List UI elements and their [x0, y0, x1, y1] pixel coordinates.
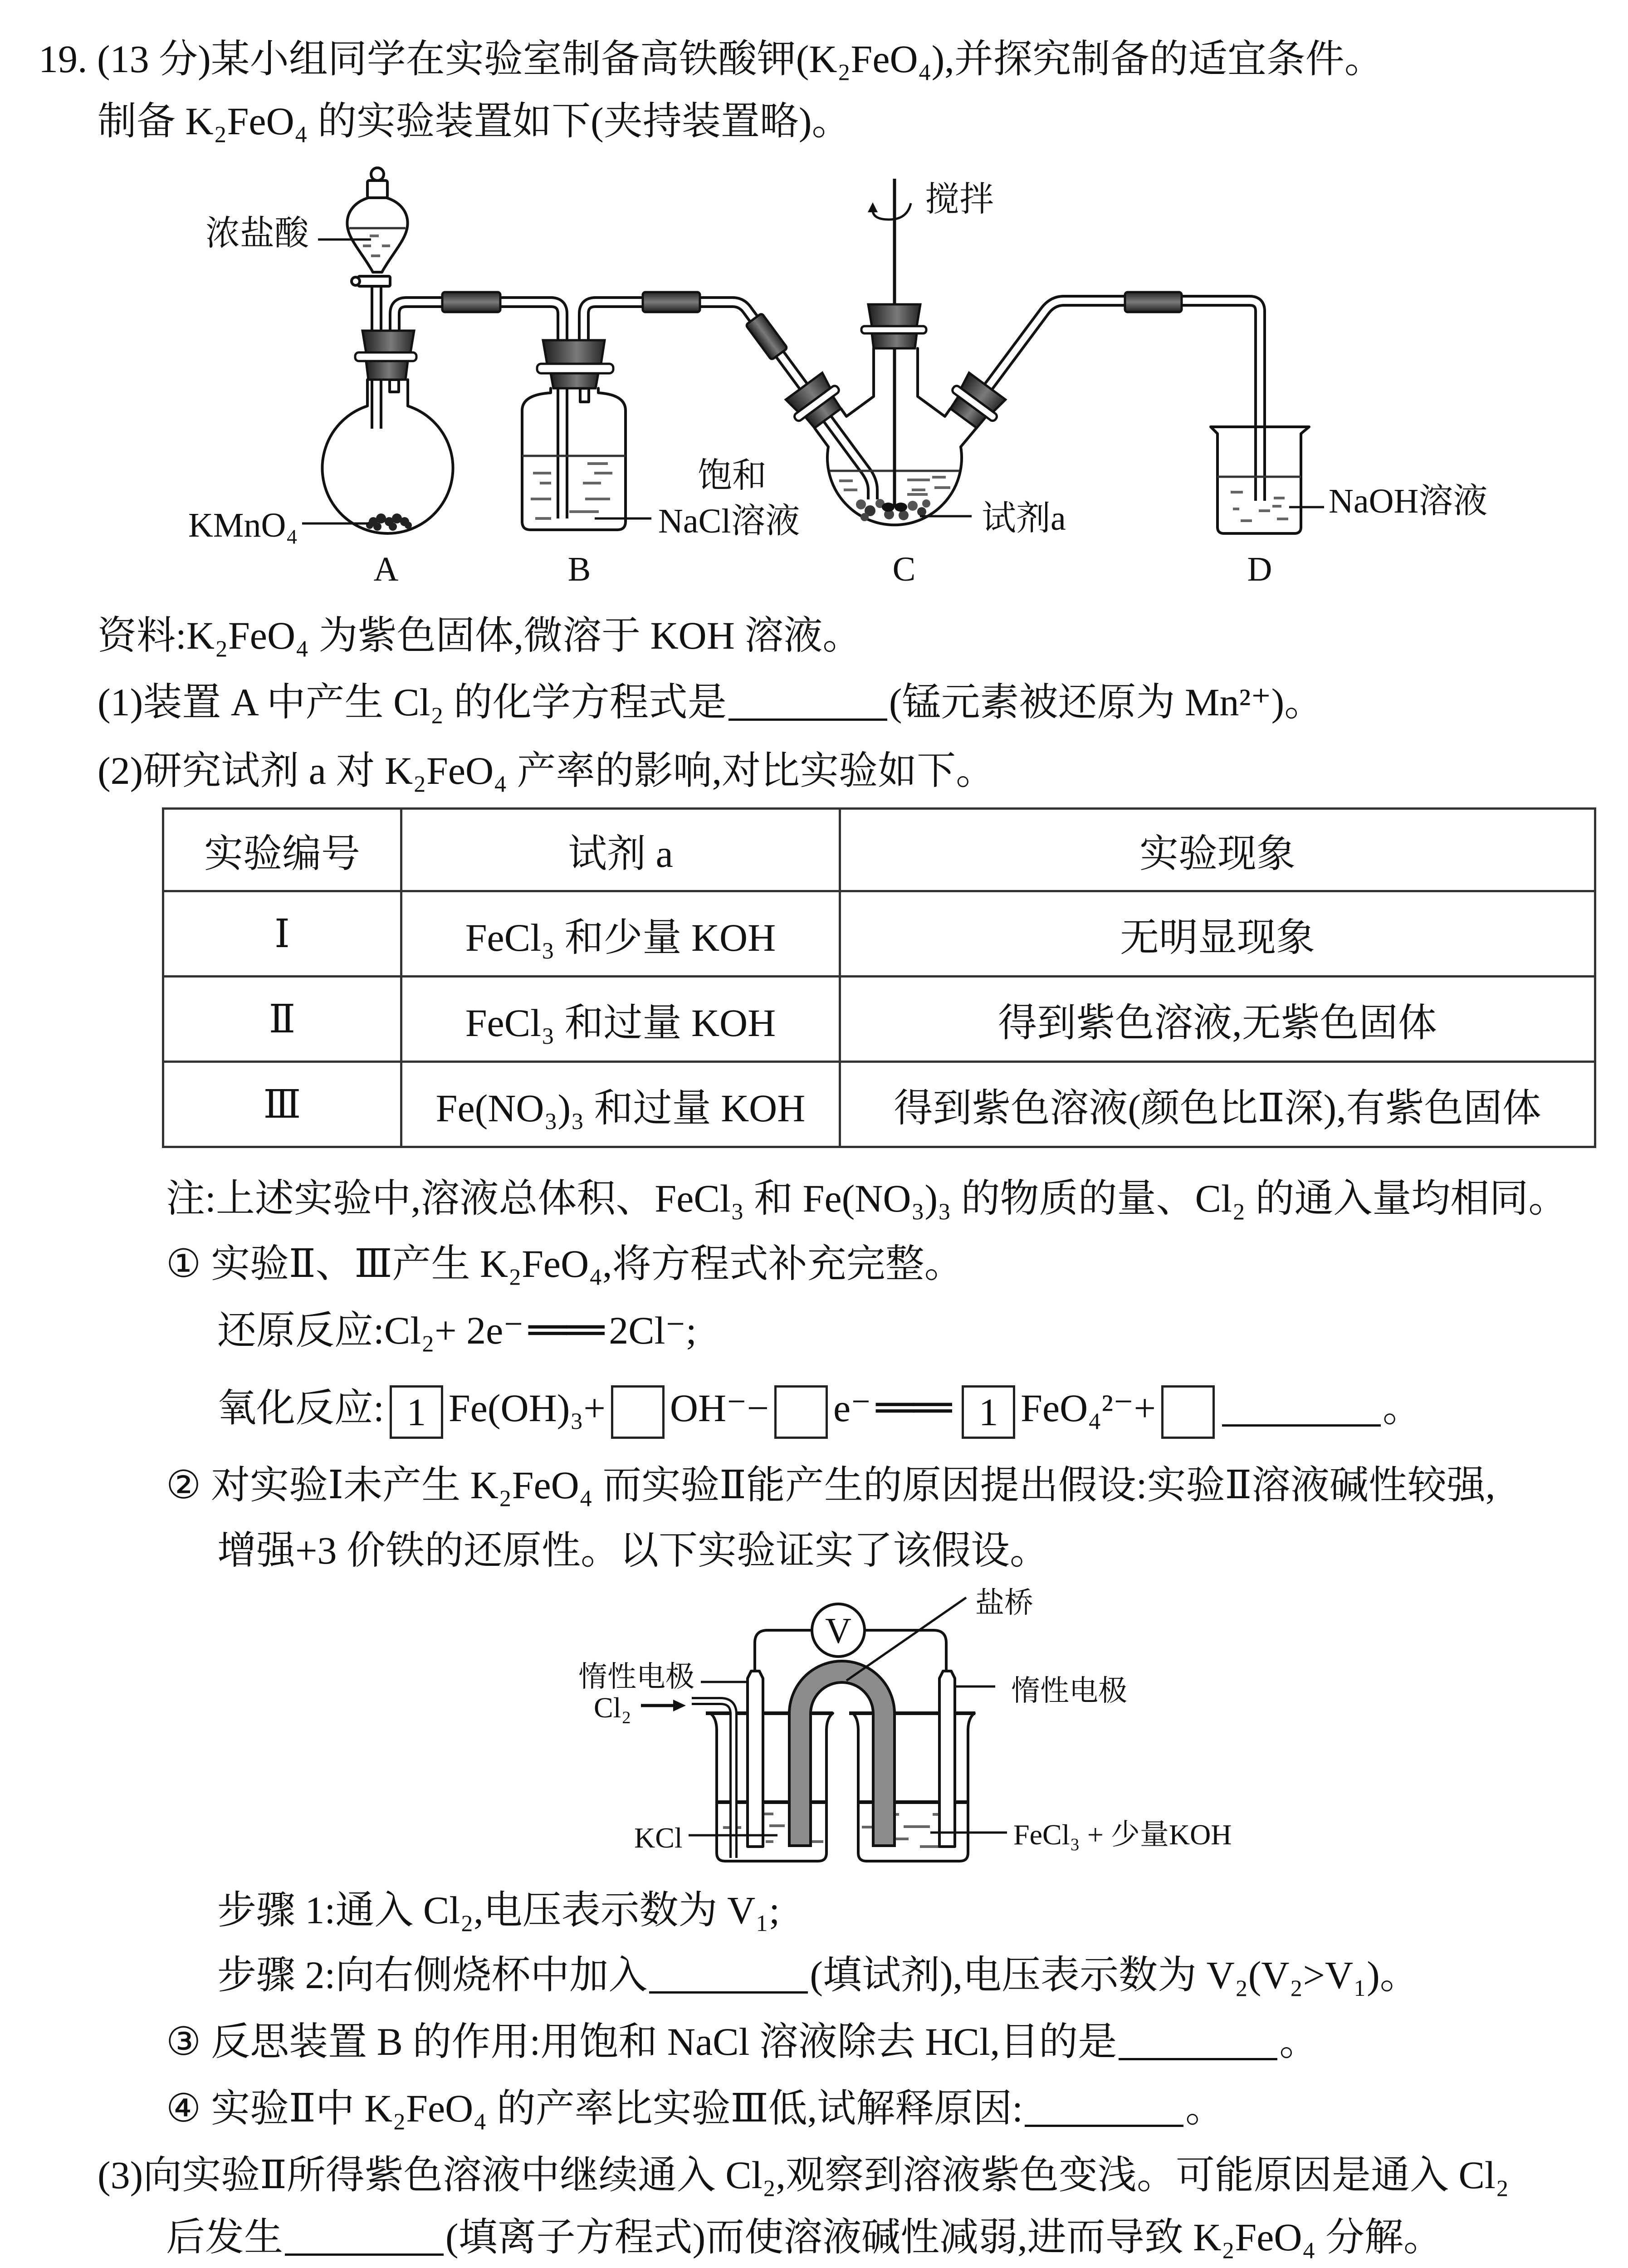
rubber-connector [442, 292, 500, 312]
table-row [163, 891, 1595, 977]
label-stirring: 搅拌 [925, 181, 994, 219]
label-conc-hcl: 浓盐酸 [205, 215, 309, 253]
part-3-hint: (填离子方程式)而使溶液碱性减弱,进而导致 K₂FeO₄ 分解。 [445, 2215, 1442, 2259]
cell-labels [578, 1587, 1232, 1854]
flask-body [323, 380, 453, 533]
step-2-hint: (填试剂),电压表示数为 V₂(V₂>V₁)。 [810, 1953, 1419, 1997]
stirrer-blade [882, 503, 895, 512]
stopper-top [362, 331, 414, 352]
galvanic-cell-diagram [544, 1579, 1270, 1878]
coefficient-box: 1 [390, 1385, 443, 1439]
left-beaker [706, 1713, 833, 1861]
wire-left [755, 1630, 812, 1669]
salt-bridge [789, 1661, 895, 1846]
step-2-prompt: 步骤 2:向右侧烧杯中加入 [217, 1953, 648, 1997]
label-left-electrode: 惰性电极 [578, 1661, 694, 1693]
sentence-end: 。 [1185, 2087, 1225, 2130]
label-right-solution: FeCl₃ + 少量KOH [1013, 1818, 1232, 1851]
outlet-stub [390, 380, 399, 392]
coefficient-box [1161, 1385, 1215, 1439]
reduction-rhs: 2Cl⁻; [609, 1309, 697, 1352]
header-experiment-no: 实验编号 [163, 809, 401, 891]
part-1-prompt: (1)装置 A 中产生 Cl₂ 的化学方程式是 [98, 680, 727, 724]
table-row [163, 977, 1595, 1062]
unit-label-a: A [373, 550, 399, 588]
species: OH⁻ [670, 1386, 747, 1430]
question-stem: 某小组同学在实验室制备高铁酸钾(K₂FeO₄),并探究制备的适宜条件。 [210, 37, 1384, 81]
left-inert-electrode [748, 1671, 763, 1847]
beaker-body [710, 1713, 833, 1861]
gas-washing-bottle-b [522, 340, 626, 530]
sub-question-2-continued: 增强+3 价铁的还原性。以下实验证实了该假设。 [217, 1529, 1049, 1572]
solid-particle [899, 510, 909, 520]
right-beaker [849, 1713, 975, 1861]
label-nacl-solution: NaCl溶液 [658, 502, 800, 540]
answer-blank [1025, 2097, 1183, 2127]
rubber-stopper-a [355, 331, 416, 380]
chlorine-flow-arrow-icon [641, 1700, 686, 1711]
cell-phenomenon: 无明显现象 [840, 891, 1595, 977]
question-number: 19. [39, 37, 88, 81]
sub-question-1 [166, 1241, 963, 1286]
unit-label-b: B [567, 550, 591, 588]
part-1 [98, 679, 1323, 725]
stopper-band [355, 352, 416, 361]
part-2-intro: (2)研究试剂 a 对 K₂FeO₄ 产率的影响,对比实验如下。 [98, 749, 995, 792]
step-2 [217, 1952, 1419, 1998]
species: e⁻ [833, 1386, 871, 1430]
sub-question-4-text: 实验Ⅱ中 K₂FeO₄ 的产率比实验Ⅲ低,试解释原因: [211, 2087, 1023, 2130]
solid-particle [405, 522, 412, 529]
part-3-continued [166, 2214, 1442, 2260]
center-stopper-c [861, 304, 926, 348]
cell-phenomenon: 得到紫色溶液,无紫色固体 [840, 977, 1595, 1062]
question-score: (13 分) [97, 37, 211, 81]
part-1-hint: (锰元素被还原为 Mn²⁺)。 [889, 680, 1324, 724]
stopcock [358, 276, 390, 286]
cell-experiment-no: Ⅰ [163, 891, 401, 977]
arrow-head [673, 1700, 686, 1711]
question-header [39, 36, 1384, 82]
round-bottom-flask-a [323, 331, 453, 533]
voltmeter-symbol: V [825, 1611, 851, 1651]
step-1: 步骤 1:通入 Cl₂,电压表示数为 V₁; [217, 1888, 780, 1932]
funnel-stopper-knob [371, 168, 384, 181]
operator: + [583, 1386, 606, 1430]
circled-number-3: ③ [166, 2020, 201, 2063]
solid-particle [856, 499, 866, 509]
cell-experiment-no: Ⅲ [163, 1062, 401, 1147]
circled-number-2: ② [166, 1463, 201, 1507]
rubber-connector [643, 292, 700, 312]
experiment-table [162, 807, 1596, 1148]
label-naoh-solution: NaOH溶液 [1329, 482, 1488, 520]
unit-label-c: C [892, 550, 916, 588]
sub-question-3-text: 反思装置 B 的作用:用饱和 NaCl 溶液除去 HCl,目的是 [211, 2020, 1117, 2063]
solid-particle [389, 523, 397, 531]
label-left-solution: KCl [634, 1822, 683, 1854]
sub-question-2-text: 对实验Ⅰ未产生 K₂FeO₄ 而实验Ⅱ能产生的原因提出假设:实验Ⅱ溶液碱性较强, [211, 1463, 1496, 1507]
label-chlorine: Cl₂ [594, 1691, 631, 1724]
reduction-half-equation [217, 1308, 697, 1353]
stopper-bottom [872, 333, 917, 348]
cell-reagent: FeCl₃ 和少量 KOH [401, 891, 840, 977]
species: Fe(OH)₃ [448, 1386, 584, 1430]
answer-blank [1119, 2031, 1277, 2060]
stopper-top [543, 340, 605, 364]
sentence-end: 。 [1279, 2020, 1319, 2063]
oxidation-half-equation [217, 1385, 1422, 1434]
part-3: (3)向实验Ⅱ所得紫色溶液中继续通入 Cl₂,观察到溶液紫色变浅。可能原因是通入 Cl₂ [98, 2153, 1509, 2197]
rotation-arrow-head [868, 202, 878, 212]
operator: + [1134, 1386, 1156, 1430]
outlet-stub [580, 388, 589, 402]
equation-end: 。 [1382, 1386, 1422, 1430]
stopper-top [868, 304, 920, 326]
separatory-funnel [347, 168, 407, 286]
circled-number-4: ④ [166, 2087, 201, 2130]
label-kmno4: KMnO₄ [188, 506, 298, 544]
equals-sign: ══ [528, 1308, 604, 1353]
header-reagent-a: 试剂 a [401, 809, 840, 891]
reduction-lhs: Cl₂+ 2e⁻ [384, 1309, 524, 1352]
rubber-connector [1125, 292, 1182, 312]
cell-reagent: Fe(NO₃)₃ 和过量 KOH [401, 1062, 840, 1147]
part-3-prompt: 后发生 [166, 2215, 283, 2259]
cell-experiment-no: Ⅱ [163, 977, 401, 1062]
voltmeter-circuit [755, 1604, 946, 1669]
rubber-connector [746, 313, 787, 360]
answer-blank [1222, 1397, 1381, 1427]
table-note: 注:上述实验中,溶液总体积、FeCl₃ 和 Fe(NO₃)₃ 的物质的量、Cl₂ 的通入量均相同。 [166, 1177, 1568, 1220]
solid-particle [917, 507, 926, 516]
cell-phenomenon: 得到紫色溶液(颜色比Ⅱ深),有紫色固体 [840, 1062, 1595, 1147]
stopper-bottom [551, 373, 598, 388]
rotation-arrow-icon [868, 202, 911, 220]
label-right-electrode: 惰性电极 [1011, 1675, 1127, 1707]
right-inert-electrode [939, 1671, 955, 1847]
coefficient-box [774, 1385, 828, 1439]
table-row [163, 1062, 1595, 1147]
label-reagent-a: 试剂a [982, 499, 1066, 538]
coefficient-box [611, 1385, 665, 1439]
kmno4-solid [366, 513, 412, 531]
answer-blank [285, 2226, 444, 2256]
species: FeO₄²⁻ [1021, 1386, 1134, 1430]
sub-question-4 [166, 2086, 1224, 2131]
reduction-label: 还原反应: [217, 1309, 384, 1352]
stopper-bottom [366, 361, 408, 380]
solid-particle [376, 513, 386, 523]
circled-number-1: ① [166, 1242, 201, 1286]
cell-reagent: FeCl₃ 和过量 KOH [401, 977, 840, 1062]
stirrer-blade [895, 503, 907, 512]
label-salt-bridge: 盐桥 [975, 1587, 1033, 1619]
rubber-stopper-b [537, 340, 613, 388]
sub-question-2 [166, 1462, 1496, 1508]
liquid-dashes [531, 464, 612, 518]
equals-sign: ══ [876, 1385, 952, 1431]
answer-blank [649, 1964, 808, 1994]
rotation-arrow-curve [873, 203, 911, 220]
solid-particle [860, 513, 869, 521]
label-saturated: 饱和 [698, 457, 767, 495]
three-neck-flask-c [783, 179, 1008, 525]
coefficient-box: 1 [962, 1385, 1015, 1439]
unit-label-d: D [1247, 550, 1272, 588]
wire-right [865, 1630, 946, 1669]
setup-intro: 制备 K₂FeO₄ 的实验装置如下(夹持装置略)。 [98, 99, 851, 143]
answer-blank [728, 691, 887, 721]
sub-question-1-text: 实验Ⅱ、Ⅲ产生 K₂FeO₄,将方程式补充完整。 [211, 1242, 963, 1286]
bottle-body [522, 388, 626, 530]
solid-particle [922, 499, 930, 508]
solid-particle [908, 501, 918, 511]
funnel-stopper [367, 181, 387, 198]
oxidation-label: 氧化反应: [217, 1386, 384, 1430]
table-header-row [163, 809, 1595, 891]
solid-particle [373, 523, 381, 531]
operator: − [747, 1386, 769, 1430]
stopper-band [537, 364, 613, 373]
reference-note: 资料:K₂FeO₄ 为紫色固体,微溶于 KOH 溶液。 [98, 614, 862, 657]
header-phenomenon: 实验现象 [840, 809, 1595, 891]
sub-question-3 [166, 2019, 1318, 2064]
apparatus-diagram [0, 154, 1628, 599]
stopcock-handle [352, 277, 360, 285]
